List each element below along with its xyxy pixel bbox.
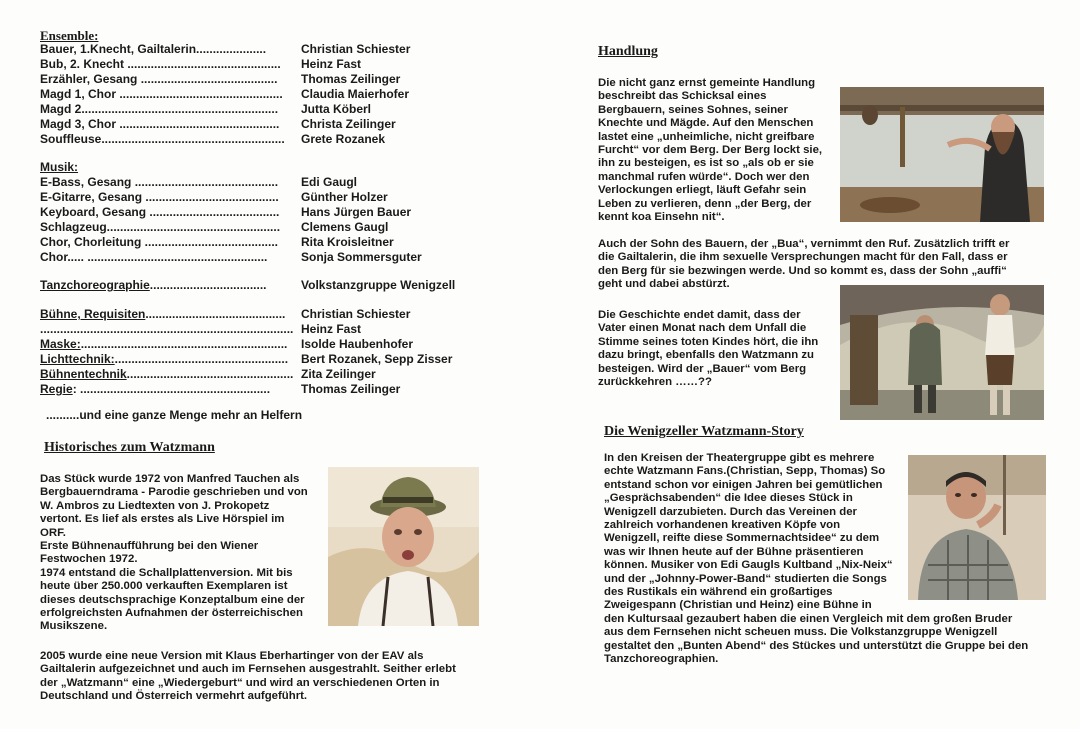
cast-row [40, 87, 500, 102]
actor-hat-photo [328, 467, 479, 626]
text-line: Auch der Sohn des Bauern, der „Bua“, vernimmt den Ruf. Zusätzlich trifft er [598, 238, 1010, 250]
cast-name: Christian Schiester [301, 42, 411, 56]
text-line: In den Kreisen der Theatergruppe gibt es mehrere [604, 452, 875, 464]
cast-role: Schlagzeug.................................................... [40, 220, 281, 234]
cast-role: Erzähler, Gesang ......................................... [40, 72, 278, 86]
text-line: was wir Ihnen heute auf der Bühne präsentieren [604, 545, 864, 558]
cast-name: Hans Jürgen Bauer [301, 205, 412, 219]
text-line: Das Stück wurde 1972 von Manfred Tauchen als [40, 473, 300, 485]
historisches-text [40, 473, 308, 634]
cast-name: Volkstanzgruppe Wenigzell [301, 278, 456, 292]
text-line: Tanzchoreographien. [604, 653, 719, 666]
cast-role: Magd 1, Chor ................................................. [40, 87, 283, 101]
text-line: können. Musiker von Edi Gaugls Kultband „Nix-Neix“ [604, 559, 893, 572]
cast-role: Magd 2........................................................... [40, 102, 279, 116]
text-line: Zweigespann (Christian und Heinz) eine Bühne in [604, 599, 872, 612]
cast-row [40, 72, 500, 87]
text-line: lastet eine „unheimliche, nicht greifbare [598, 130, 815, 143]
text-line: ihn zu besteigen, es ist so „als ob er sie [598, 157, 814, 170]
cast-role: E-Gitarre, Gesang ........................................ [40, 190, 279, 204]
technik-head: Bühnentechnik [40, 367, 127, 381]
text-line: Deutschland und Österreich vermehrt aufgeführt. [40, 690, 308, 703]
text-line: Die nicht ganz ernst gemeinte Handlung [598, 77, 816, 89]
cast-name: Jutta Köberl [301, 102, 372, 116]
text-line: Erste Bühnenaufführung bei den Wiener [40, 540, 259, 553]
cast-role: Chor..... ...................................................... [40, 250, 268, 264]
cast-row [40, 367, 500, 382]
cast-row [40, 205, 500, 220]
cast-row [40, 220, 500, 235]
story-text [604, 452, 893, 613]
cast-role: E-Bass, Gesang ........................................... [40, 175, 279, 189]
handlung-text-2 [598, 238, 1009, 292]
text-line: geht und dabei abstürzt. [598, 278, 730, 291]
cast-row [40, 102, 500, 117]
text-line: des Rustikals ein während ein großartiges [604, 586, 833, 599]
ensemble-heading: Ensemble: [40, 28, 99, 43]
dots: ............................................................................ [40, 322, 294, 336]
cast-name: Isolde Haubenhofer [301, 337, 414, 351]
text-line: der „Watzmann“ eine „Wiedergeburt“ und wird an verschiedenen Orten in [40, 676, 440, 689]
helpers-line: ..........und eine ganze Menge mehr an Helfern [46, 408, 303, 422]
text-line: vertont. Es lief als erstes als Live Hörspiel im [40, 513, 285, 526]
handlung-heading: Handlung [598, 44, 658, 59]
text-line: 2005 wurde eine neue Version mit Klaus Eberhartinger von der EAV als [40, 650, 424, 662]
handlung-text-3 [598, 309, 818, 389]
cast-row [40, 42, 500, 57]
text-line: Leben zu verlieren, denn „der Berg, der [598, 197, 812, 210]
dots: .............................................................. [80, 337, 288, 351]
handlung-text-1 [598, 77, 822, 224]
text-line: zurückkehren ……?? [598, 376, 712, 389]
cast-row [40, 250, 500, 265]
story-text-2 [604, 613, 1028, 667]
text-line: echte Watzmann Fans.(Christian, Sepp, Thomas) So [604, 465, 886, 478]
cast-row [40, 307, 500, 322]
text-line: W. Ambros zu Liedtexten von J. Prokopetz [40, 499, 270, 512]
text-line: beschreibt das Schicksal eines [598, 90, 767, 103]
text-line: die Gailtalerin, die ihm sexuelle Versprechungen macht für den Fall, dass er [598, 251, 1008, 264]
dots: .......................................... [145, 307, 286, 321]
cast-name: Christian Schiester [301, 307, 411, 321]
cast-name: Claudia Maierhofer [301, 87, 410, 101]
cast-name: Thomas Zeilinger [301, 72, 401, 86]
text-line: dieses deutschsprachige Konzeptalbum eine der [40, 593, 305, 606]
cast-name: Grete Rozanek [301, 132, 386, 146]
text-line: besteigen. Wird der „Bauer“ vom Berg [598, 362, 807, 375]
cast-role [40, 382, 270, 397]
text-line: gestaltet den „Bunten Abend“ des Stückes und unterstützt die Gruppe bei den [604, 639, 1029, 652]
text-line: Stimme seines toten Kindes hört, die ihn [598, 335, 819, 348]
story-heading: Die Wenigzeller Watzmann-Story [604, 424, 804, 439]
text-line: Musikszene. [40, 620, 108, 633]
text-line: „Gesprächsabenden“ die Idee dieses Stück in [604, 492, 853, 505]
text-line: heute über 250.000 verkauften Exemplaren ist [40, 580, 288, 593]
bearded-actor-photo [840, 87, 1044, 222]
cast-row [40, 278, 500, 293]
musik-heading-row [40, 160, 500, 175]
text-line: Vater einen Monat nach dem Unfall die [598, 322, 807, 335]
cast-row [40, 57, 500, 72]
cast-name: Bert Rozanek, Sepp Zisser [301, 352, 453, 366]
text-line: entstand schon vor einigen Jahren bei gemütlichen [604, 478, 883, 491]
text-line: zahlreich vorhandenen kreativen Köpfe von [604, 519, 841, 532]
text-line: Bergbauern, seines Sohnes, seiner [598, 103, 788, 116]
cast-row [40, 322, 500, 337]
cast-name: Günther Holzer [301, 190, 388, 204]
cast-name: Rita Kroisleitner [301, 235, 394, 249]
tanz-dots: ................................... [149, 278, 267, 292]
cast-name: Clemens Gaugl [301, 220, 389, 234]
technik-head: Regie [40, 382, 73, 396]
musician-photo [908, 455, 1046, 600]
text-line: und der „Johnny-Power-Band“ studierten die Songs [604, 572, 887, 585]
text-line: dazu bringt, ebenfalls den Watzmann zu [598, 349, 815, 362]
cast-role [40, 307, 285, 322]
text-line: aus dem Fernsehen nicht scheuen muss. Die Volkstanzgruppe Wenigzell [604, 626, 998, 639]
cast-row [40, 382, 500, 397]
cast-name: Heinz Fast [301, 322, 362, 336]
stage-scene-photo [840, 285, 1044, 420]
cast-name: Zita Zeilinger [301, 367, 376, 381]
text-line: Gailtalerin aufgezeichnet und auch im Fernsehen ausgestrahlt. Seither erlebt [40, 663, 456, 676]
text-line: manchmal rufen würde“. Doch wer den [598, 170, 810, 183]
cast-role: Bub, 2. Knecht .............................................. [40, 57, 281, 71]
text-line: Verlockungen erliegt, läuft Gefahr sein [598, 184, 807, 197]
cast-row [40, 352, 500, 367]
cast-role: Chor, Chorleitung ........................................ [40, 235, 279, 249]
text-line: erfolgreichsten Aufnahmen der österreichischen [40, 607, 303, 620]
historisches-text-2 [40, 650, 456, 704]
cast-name: Sonja Sommersguter [301, 250, 422, 264]
cast-role: Bauer, 1.Knecht, Gailtalerin..................... [40, 42, 267, 56]
dots: .................................................... [114, 352, 289, 366]
cast-role: Magd 3, Chor ................................................ [40, 117, 280, 131]
text-line: den Berg für sie bezwingen werde. Und so kommt es, dass der Sohn „auffi“ [598, 264, 1007, 277]
cast-role [40, 367, 293, 382]
tanz-heading: Tanzchoreographie [40, 278, 150, 292]
musik-heading: Musik: [40, 160, 79, 174]
cast-name: Heinz Fast [301, 57, 362, 71]
cast-role [40, 352, 288, 367]
text-line: Knechte und Mägde. Auf den Menschen [598, 117, 814, 130]
tanz-role [40, 278, 267, 293]
text-line: ORF. [40, 526, 66, 539]
cast-role: Souffleuse....................................................... [40, 132, 285, 146]
text-line: Furcht“ vor dem Berg. Der Berg lockt sie, [598, 144, 823, 157]
cast-role [40, 322, 293, 337]
cast-name: Edi Gaugl [301, 175, 358, 189]
cast-row [40, 117, 500, 132]
cast-row [40, 132, 500, 147]
dots: .................................................. [126, 367, 294, 381]
historisches-heading: Historisches zum Watzmann [44, 440, 215, 455]
text-line: Bergbauerndrama - Parodie geschrieben und von [40, 486, 308, 499]
technik-head: Maske: [40, 337, 81, 351]
cast-role [40, 337, 287, 352]
text-line: 1974 entstand die Schallplattenversion. Mit bis [40, 566, 293, 579]
cast-name: Thomas Zeilinger [301, 382, 401, 396]
text-line: Festwochen 1972. [40, 553, 138, 566]
cast-role: Keyboard, Gesang ....................................... [40, 205, 280, 219]
text-line: Wenigzell darzubieten. Durch das Vereinen der [604, 505, 857, 518]
text-line: kennt koa Einsehn nit“. [598, 211, 725, 224]
technik-head: Lichttechnik: [40, 352, 115, 366]
cast-row [40, 337, 500, 352]
text-line: Wenigzell, reifte diese Sommernachtsidee“ zu dem [604, 532, 880, 545]
cast-row [40, 235, 500, 250]
cast-row [40, 175, 500, 190]
technik-head: Bühne, Requisiten [40, 307, 146, 321]
text-line: den Kultursaal gezaubert haben die einen Vergleich mit dem großen Bruder [604, 613, 1013, 625]
cast-name: Christa Zeilinger [301, 117, 396, 131]
dots: : ......................................................... [72, 382, 271, 396]
text-line: Die Geschichte endet damit, dass der [598, 309, 801, 321]
cast-row [40, 190, 500, 205]
